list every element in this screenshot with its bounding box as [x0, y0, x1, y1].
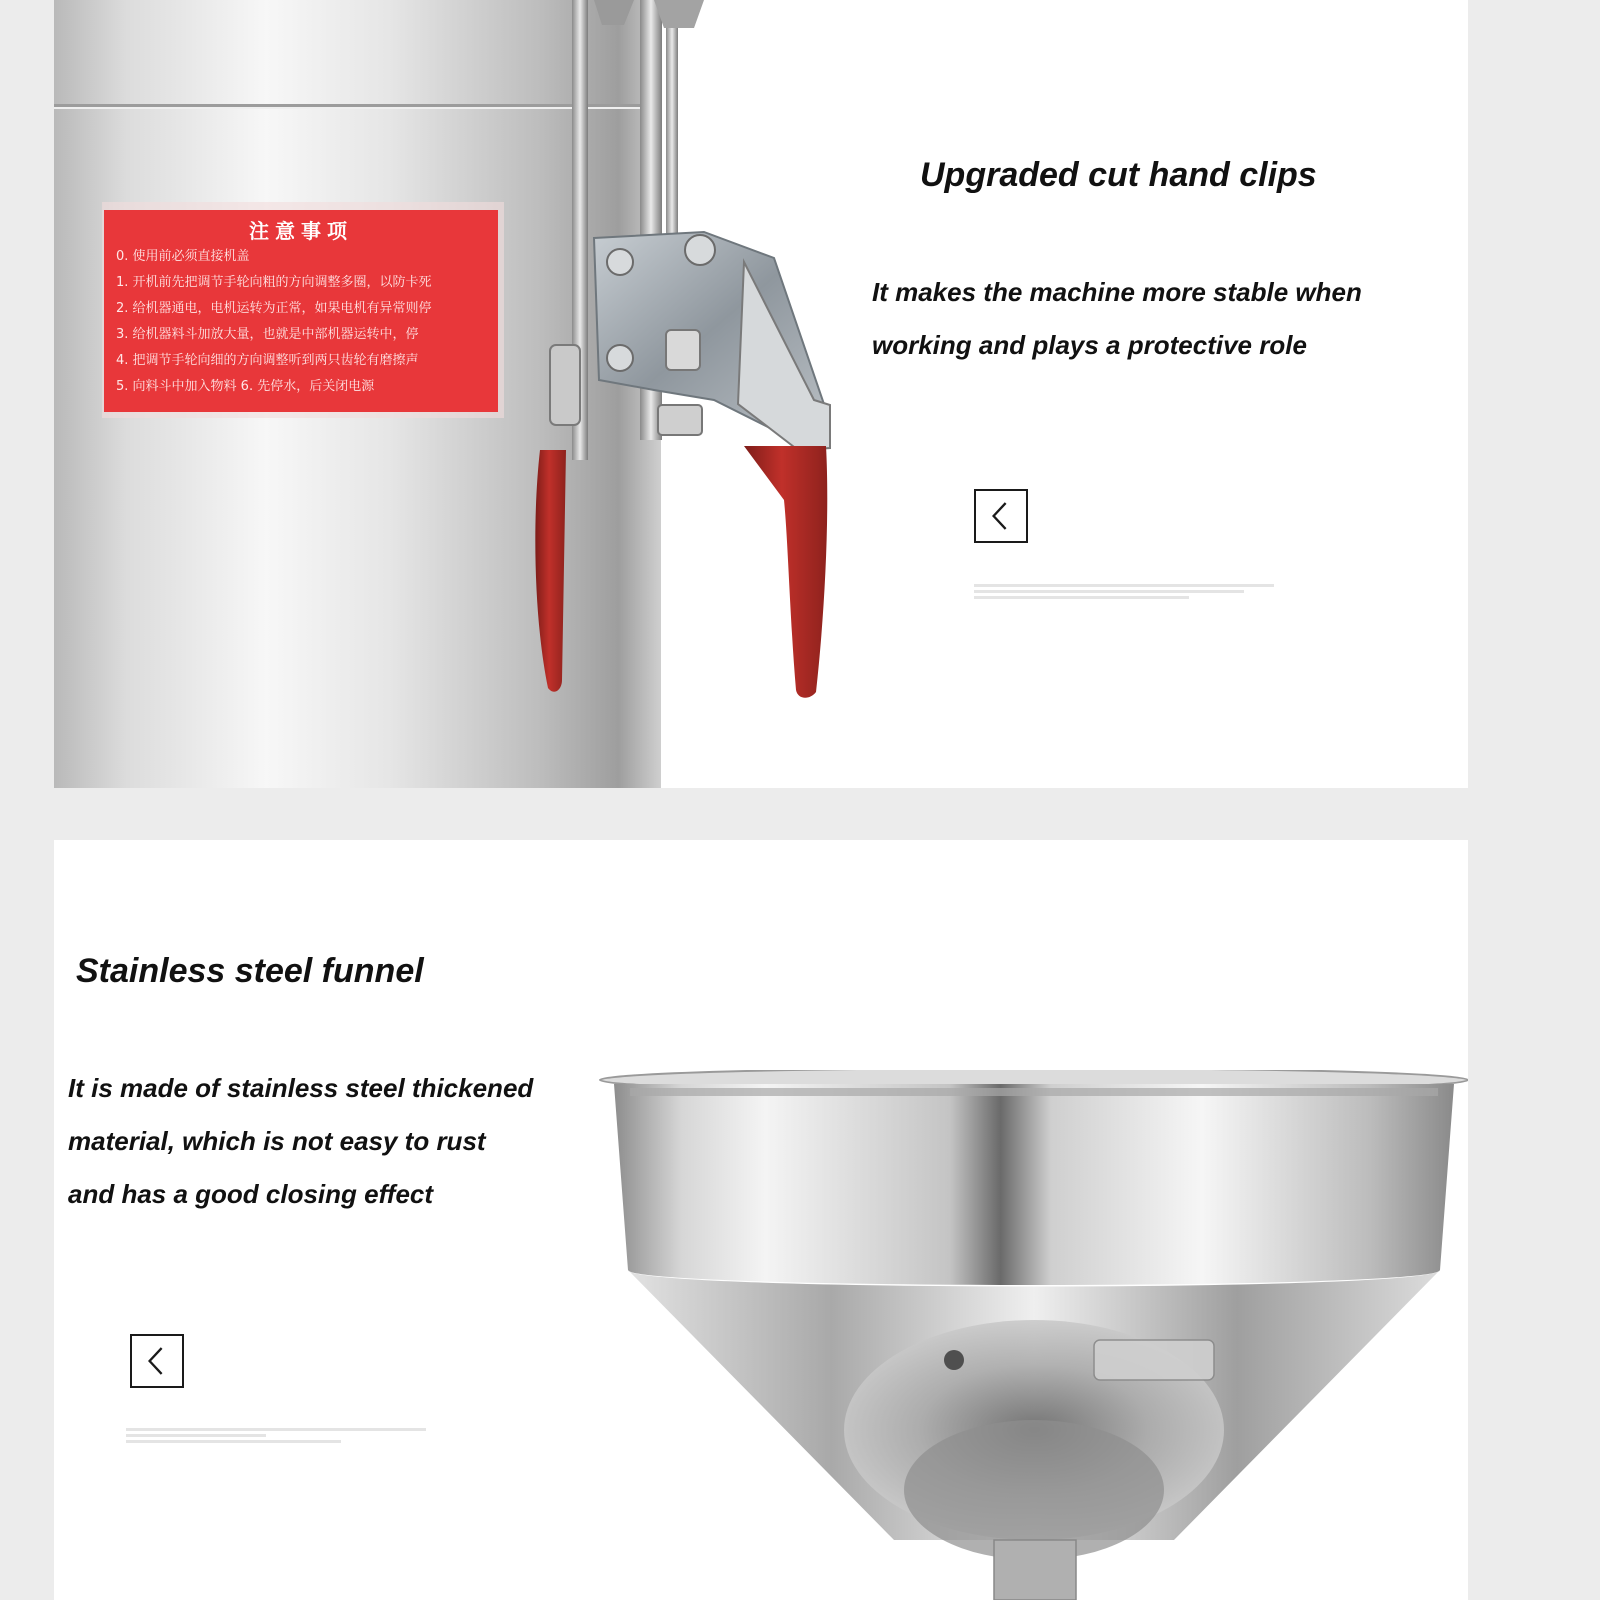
- warning-label-line: 1. 开机前先把调节手轮向粗的方向调整多圈，以防卡死: [116, 275, 432, 290]
- funnel-description-line: It is made of stainless steel thickened: [68, 1073, 534, 1103]
- hand-clips-description: [872, 266, 1362, 372]
- warning-label: [104, 210, 498, 412]
- warning-label-line: 5. 向料斗中加入物料 6. 先停水，后关闭电源: [116, 379, 375, 394]
- funnel-photo: [594, 1070, 1468, 1600]
- funnel-description-line: and has a good closing effect: [68, 1179, 434, 1209]
- faint-caption: [974, 581, 1274, 602]
- hand-clips-section: [54, 0, 1468, 788]
- chevron-left-icon: [132, 1336, 182, 1386]
- warning-label-line: 3. 给机器料斗加放大量，也就是中部机器运转中，停: [116, 327, 419, 342]
- funnel-title: Stainless steel funnel: [76, 952, 424, 990]
- chevron-left-icon: [976, 491, 1026, 541]
- funnel-prev-button[interactable]: [130, 1334, 184, 1388]
- hand-clips-description-line: working and plays a protective role: [872, 330, 1307, 360]
- faint-caption: [126, 1425, 426, 1446]
- warning-label-line: 2. 给机器通电，电机运转为正常，如果电机有异常则停: [116, 301, 432, 316]
- funnel-description-line: material, which is not easy to rust: [68, 1126, 486, 1156]
- hand-clips-prev-button[interactable]: [974, 489, 1028, 543]
- funnel-description: [68, 1062, 533, 1221]
- funnel-section: [54, 840, 1468, 1600]
- warning-label-line: 4. 把调节手轮向细的方向调整听到两只齿轮有磨擦声: [116, 353, 419, 368]
- hand-clips-title: Upgraded cut hand clips: [920, 156, 1317, 194]
- warning-label-title: 注意事项: [249, 219, 353, 243]
- warning-label-line: 0. 使用前必须直接机盖: [116, 249, 250, 264]
- hand-clips-description-line: It makes the machine more stable when: [872, 277, 1362, 307]
